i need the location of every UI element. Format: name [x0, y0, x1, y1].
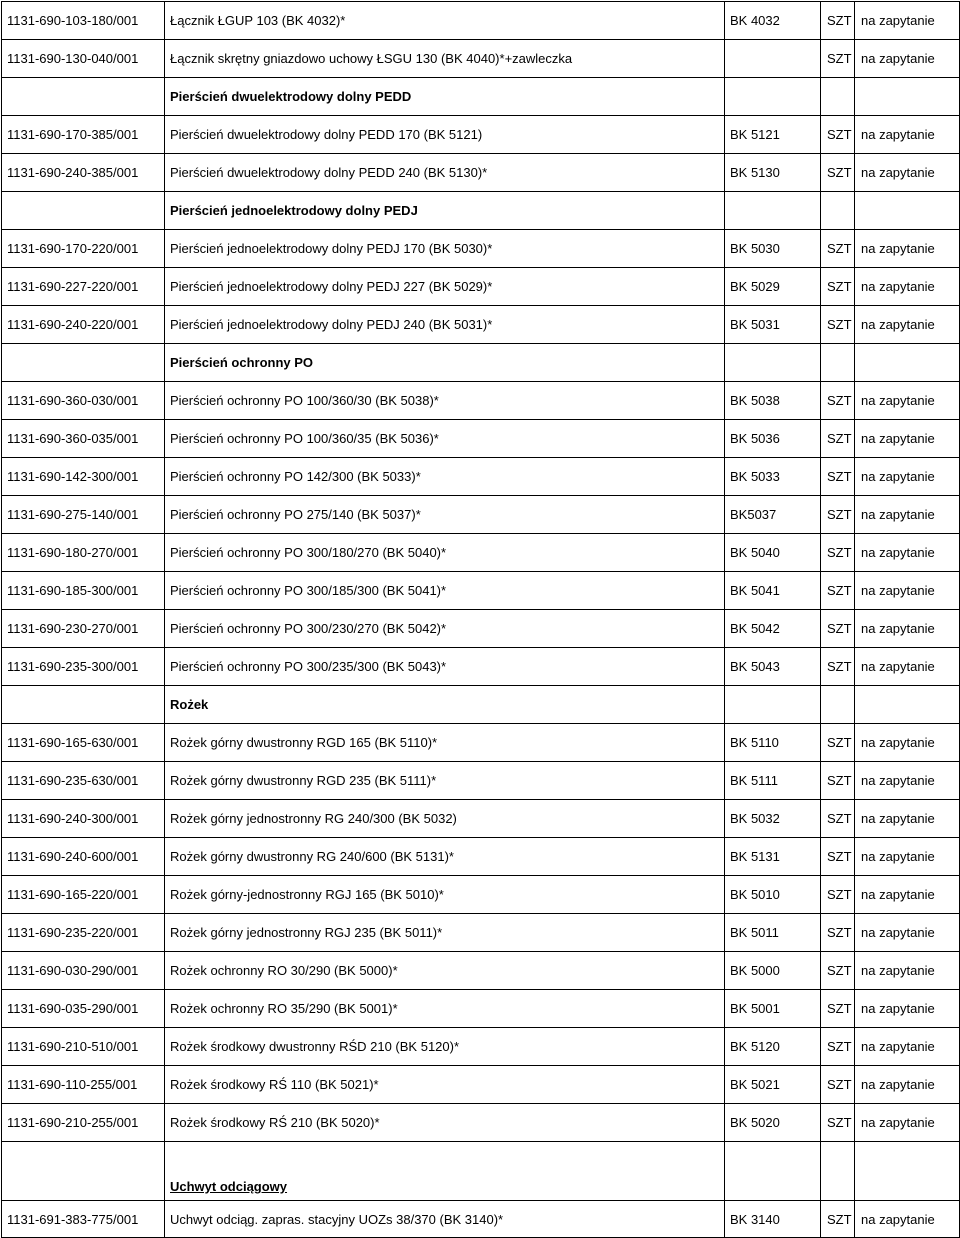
product-code-cell: 1131-690-240-600/001: [2, 838, 165, 876]
table-row: [2, 1104, 960, 1142]
product-name-cell: Rożek środkowy RŚ 210 (BK 5020)*: [165, 1104, 725, 1142]
product-code-cell: 1131-690-130-040/001: [2, 40, 165, 78]
product-name-cell: Pierścień jednoelektrodowy dolny PEDJ 227 (BK 5029)*: [165, 268, 725, 306]
unit-cell: SZT: [821, 40, 855, 78]
product-name-cell: Pierścień ochronny PO 300/180/270 (BK 5040)*: [165, 534, 725, 572]
reference-code-cell: BK 5040: [725, 534, 821, 572]
product-name-cell: Rożek górny dwustronny RGD 165 (BK 5110)*: [165, 724, 725, 762]
section-empty-cell: [821, 1142, 855, 1201]
unit-cell: SZT: [821, 1201, 855, 1238]
product-name-cell: Uchwyt odciąg. zapras. stacyjny UOZs 38/370 (BK 3140)*: [165, 1201, 725, 1238]
section-empty-cell: [855, 1142, 960, 1201]
unit-cell: SZT: [821, 534, 855, 572]
table-row: [2, 610, 960, 648]
section-empty-cell: [2, 344, 165, 382]
section-empty-cell: [2, 1142, 165, 1201]
unit-cell: SZT: [821, 2, 855, 40]
table-row: [2, 420, 960, 458]
product-name-cell: Rożek górny dwustronny RG 240/600 (BK 5131)*: [165, 838, 725, 876]
reference-code-cell: BK 5010: [725, 876, 821, 914]
reference-code-cell: BK 5033: [725, 458, 821, 496]
product-name-cell: Rożek ochronny RO 35/290 (BK 5001)*: [165, 990, 725, 1028]
price-cell: na zapytanie: [855, 496, 960, 534]
table-row: [2, 800, 960, 838]
product-code-cell: 1131-690-180-270/001: [2, 534, 165, 572]
section-empty-cell: [855, 344, 960, 382]
section-empty-cell: [2, 78, 165, 116]
product-name-cell: Rożek środkowy RŚ 110 (BK 5021)*: [165, 1066, 725, 1104]
table-row: [2, 154, 960, 192]
product-code-cell: 1131-690-275-140/001: [2, 496, 165, 534]
product-code-cell: 1131-690-142-300/001: [2, 458, 165, 496]
unit-cell: SZT: [821, 230, 855, 268]
product-code-cell: 1131-690-230-270/001: [2, 610, 165, 648]
price-cell: na zapytanie: [855, 40, 960, 78]
product-name-cell: Pierścień ochronny PO 100/360/30 (BK 5038)*: [165, 382, 725, 420]
price-cell: na zapytanie: [855, 610, 960, 648]
price-cell: na zapytanie: [855, 800, 960, 838]
section-title: Pierścień ochronny PO: [165, 344, 725, 382]
reference-code-cell: BK 5130: [725, 154, 821, 192]
reference-code-cell: BK 5000: [725, 952, 821, 990]
table-row: [2, 268, 960, 306]
table-row: [2, 306, 960, 344]
section-empty-cell: [725, 344, 821, 382]
price-cell: na zapytanie: [855, 2, 960, 40]
section-header-row: [2, 686, 960, 724]
unit-cell: SZT: [821, 268, 855, 306]
reference-code-cell: BK 5120: [725, 1028, 821, 1066]
product-code-cell: 1131-690-103-180/001: [2, 2, 165, 40]
price-cell: na zapytanie: [855, 458, 960, 496]
unit-cell: SZT: [821, 876, 855, 914]
reference-code-cell: BK 5042: [725, 610, 821, 648]
reference-code-cell: BK 5036: [725, 420, 821, 458]
product-code-cell: 1131-690-240-220/001: [2, 306, 165, 344]
product-code-cell: 1131-690-185-300/001: [2, 572, 165, 610]
unit-cell: SZT: [821, 382, 855, 420]
unit-cell: SZT: [821, 914, 855, 952]
reference-code-cell: BK 5131: [725, 838, 821, 876]
product-name-cell: Rożek górny jednostronny RGJ 235 (BK 5011)*: [165, 914, 725, 952]
section-title: Pierścień dwuelektrodowy dolny PEDD: [165, 78, 725, 116]
table-row: [2, 382, 960, 420]
price-cell: na zapytanie: [855, 382, 960, 420]
product-name-cell: Pierścień ochronny PO 142/300 (BK 5033)*: [165, 458, 725, 496]
product-name-cell: Rożek górny jednostronny RG 240/300 (BK 5032): [165, 800, 725, 838]
reference-code-cell: BK 3140: [725, 1201, 821, 1238]
reference-code-cell: BK 5020: [725, 1104, 821, 1142]
unit-cell: SZT: [821, 952, 855, 990]
product-code-cell: 1131-690-360-030/001: [2, 382, 165, 420]
unit-cell: SZT: [821, 838, 855, 876]
table-row: [2, 648, 960, 686]
reference-code-cell: BK 5011: [725, 914, 821, 952]
reference-code-cell: BK 5031: [725, 306, 821, 344]
product-code-cell: 1131-690-360-035/001: [2, 420, 165, 458]
reference-code-cell: BK 5029: [725, 268, 821, 306]
product-code-cell: 1131-690-210-510/001: [2, 1028, 165, 1066]
table-row: [2, 952, 960, 990]
unit-cell: SZT: [821, 724, 855, 762]
price-cell: na zapytanie: [855, 230, 960, 268]
price-cell: na zapytanie: [855, 914, 960, 952]
table-row: [2, 40, 960, 78]
price-cell: na zapytanie: [855, 154, 960, 192]
section-empty-cell: [2, 686, 165, 724]
price-cell: na zapytanie: [855, 648, 960, 686]
section-empty-cell: [855, 686, 960, 724]
section-empty-cell: [821, 686, 855, 724]
product-code-cell: 1131-690-235-300/001: [2, 648, 165, 686]
price-cell: na zapytanie: [855, 1104, 960, 1142]
section-title: Pierścień jednoelektrodowy dolny PEDJ: [165, 192, 725, 230]
table-row: [2, 1201, 960, 1238]
table-row: [2, 876, 960, 914]
section-header-row: [2, 1142, 960, 1201]
product-name-cell: Pierścień ochronny PO 300/230/270 (BK 5042)*: [165, 610, 725, 648]
section-empty-cell: [725, 78, 821, 116]
section-header-row: [2, 78, 960, 116]
product-name-cell: Pierścień ochronny PO 300/185/300 (BK 5041)*: [165, 572, 725, 610]
section-title: Uchwyt odciągowy: [165, 1142, 725, 1201]
reference-code-cell: BK 5110: [725, 724, 821, 762]
product-name-cell: Pierścień ochronny PO 300/235/300 (BK 5043)*: [165, 648, 725, 686]
unit-cell: SZT: [821, 1028, 855, 1066]
price-cell: na zapytanie: [855, 762, 960, 800]
product-name-cell: Pierścień ochronny PO 100/360/35 (BK 5036)*: [165, 420, 725, 458]
unit-cell: SZT: [821, 496, 855, 534]
reference-code-cell: BK5037: [725, 496, 821, 534]
product-name-cell: Pierścień dwuelektrodowy dolny PEDD 170 (BK 5121): [165, 116, 725, 154]
product-table-body: [2, 2, 960, 1238]
section-empty-cell: [821, 192, 855, 230]
unit-cell: SZT: [821, 990, 855, 1028]
unit-cell: SZT: [821, 800, 855, 838]
price-cell: na zapytanie: [855, 952, 960, 990]
table-row: [2, 534, 960, 572]
product-name-cell: Rożek środkowy dwustronny RŚD 210 (BK 5120)*: [165, 1028, 725, 1066]
product-code-cell: 1131-690-170-220/001: [2, 230, 165, 268]
product-code-cell: 1131-690-035-290/001: [2, 990, 165, 1028]
product-name-cell: Rożek górny dwustronny RGD 235 (BK 5111)*: [165, 762, 725, 800]
section-header-row: [2, 344, 960, 382]
product-code-cell: 1131-690-240-385/001: [2, 154, 165, 192]
reference-code-cell: [725, 40, 821, 78]
unit-cell: SZT: [821, 610, 855, 648]
price-cell: na zapytanie: [855, 876, 960, 914]
section-empty-cell: [725, 686, 821, 724]
price-cell: na zapytanie: [855, 1028, 960, 1066]
unit-cell: SZT: [821, 648, 855, 686]
product-code-cell: 1131-691-383-775/001: [2, 1201, 165, 1238]
price-cell: na zapytanie: [855, 420, 960, 458]
product-name-cell: Pierścień jednoelektrodowy dolny PEDJ 240 (BK 5031)*: [165, 306, 725, 344]
product-name-cell: Rożek górny-jednostronny RGJ 165 (BK 5010)*: [165, 876, 725, 914]
product-name-cell: Łącznik skrętny gniazdowo uchowy ŁSGU 130 (BK 4040)*+zawleczka: [165, 40, 725, 78]
product-code-cell: 1131-690-227-220/001: [2, 268, 165, 306]
reference-code-cell: BK 5038: [725, 382, 821, 420]
product-name-cell: Pierścień jednoelektrodowy dolny PEDJ 170 (BK 5030)*: [165, 230, 725, 268]
reference-code-cell: BK 5001: [725, 990, 821, 1028]
table-row: [2, 1066, 960, 1104]
reference-code-cell: BK 5021: [725, 1066, 821, 1104]
section-empty-cell: [2, 192, 165, 230]
table-row: [2, 2, 960, 40]
product-price-table: [1, 1, 960, 1238]
unit-cell: SZT: [821, 1104, 855, 1142]
table-row: [2, 230, 960, 268]
product-name-cell: Pierścień dwuelektrodowy dolny PEDD 240 (BK 5130)*: [165, 154, 725, 192]
reference-code-cell: BK 5041: [725, 572, 821, 610]
table-row: [2, 496, 960, 534]
section-title: Rożek: [165, 686, 725, 724]
unit-cell: SZT: [821, 762, 855, 800]
price-cell: na zapytanie: [855, 1066, 960, 1104]
table-row: [2, 724, 960, 762]
product-name-cell: Łącznik ŁGUP 103 (BK 4032)*: [165, 2, 725, 40]
table-row: [2, 762, 960, 800]
reference-code-cell: BK 5111: [725, 762, 821, 800]
section-empty-cell: [821, 344, 855, 382]
table-row: [2, 914, 960, 952]
product-code-cell: 1131-690-110-255/001: [2, 1066, 165, 1104]
price-cell: na zapytanie: [855, 572, 960, 610]
reference-code-cell: BK 5043: [725, 648, 821, 686]
table-row: [2, 572, 960, 610]
product-code-cell: 1131-690-165-630/001: [2, 724, 165, 762]
product-code-cell: 1131-690-210-255/001: [2, 1104, 165, 1142]
reference-code-cell: BK 5030: [725, 230, 821, 268]
section-empty-cell: [855, 192, 960, 230]
product-code-cell: 1131-690-235-630/001: [2, 762, 165, 800]
price-cell: na zapytanie: [855, 268, 960, 306]
product-code-cell: 1131-690-165-220/001: [2, 876, 165, 914]
section-empty-cell: [821, 78, 855, 116]
unit-cell: SZT: [821, 572, 855, 610]
unit-cell: SZT: [821, 154, 855, 192]
reference-code-cell: BK 5121: [725, 116, 821, 154]
price-cell: na zapytanie: [855, 724, 960, 762]
unit-cell: SZT: [821, 306, 855, 344]
reference-code-cell: BK 5032: [725, 800, 821, 838]
price-cell: na zapytanie: [855, 1201, 960, 1238]
table-row: [2, 838, 960, 876]
unit-cell: SZT: [821, 420, 855, 458]
product-code-cell: 1131-690-240-300/001: [2, 800, 165, 838]
price-cell: na zapytanie: [855, 990, 960, 1028]
table-row: [2, 116, 960, 154]
unit-cell: SZT: [821, 458, 855, 496]
price-cell: na zapytanie: [855, 116, 960, 154]
table-row: [2, 1028, 960, 1066]
section-empty-cell: [725, 192, 821, 230]
product-code-cell: 1131-690-030-290/001: [2, 952, 165, 990]
product-name-cell: Rożek ochronny RO 30/290 (BK 5000)*: [165, 952, 725, 990]
reference-code-cell: BK 4032: [725, 2, 821, 40]
price-cell: na zapytanie: [855, 306, 960, 344]
product-code-cell: 1131-690-235-220/001: [2, 914, 165, 952]
table-row: [2, 458, 960, 496]
section-empty-cell: [725, 1142, 821, 1201]
unit-cell: SZT: [821, 1066, 855, 1104]
table-row: [2, 990, 960, 1028]
product-name-cell: Pierścień ochronny PO 275/140 (BK 5037)*: [165, 496, 725, 534]
section-empty-cell: [855, 78, 960, 116]
price-cell: na zapytanie: [855, 534, 960, 572]
price-cell: na zapytanie: [855, 838, 960, 876]
product-code-cell: 1131-690-170-385/001: [2, 116, 165, 154]
unit-cell: SZT: [821, 116, 855, 154]
section-header-row: [2, 192, 960, 230]
